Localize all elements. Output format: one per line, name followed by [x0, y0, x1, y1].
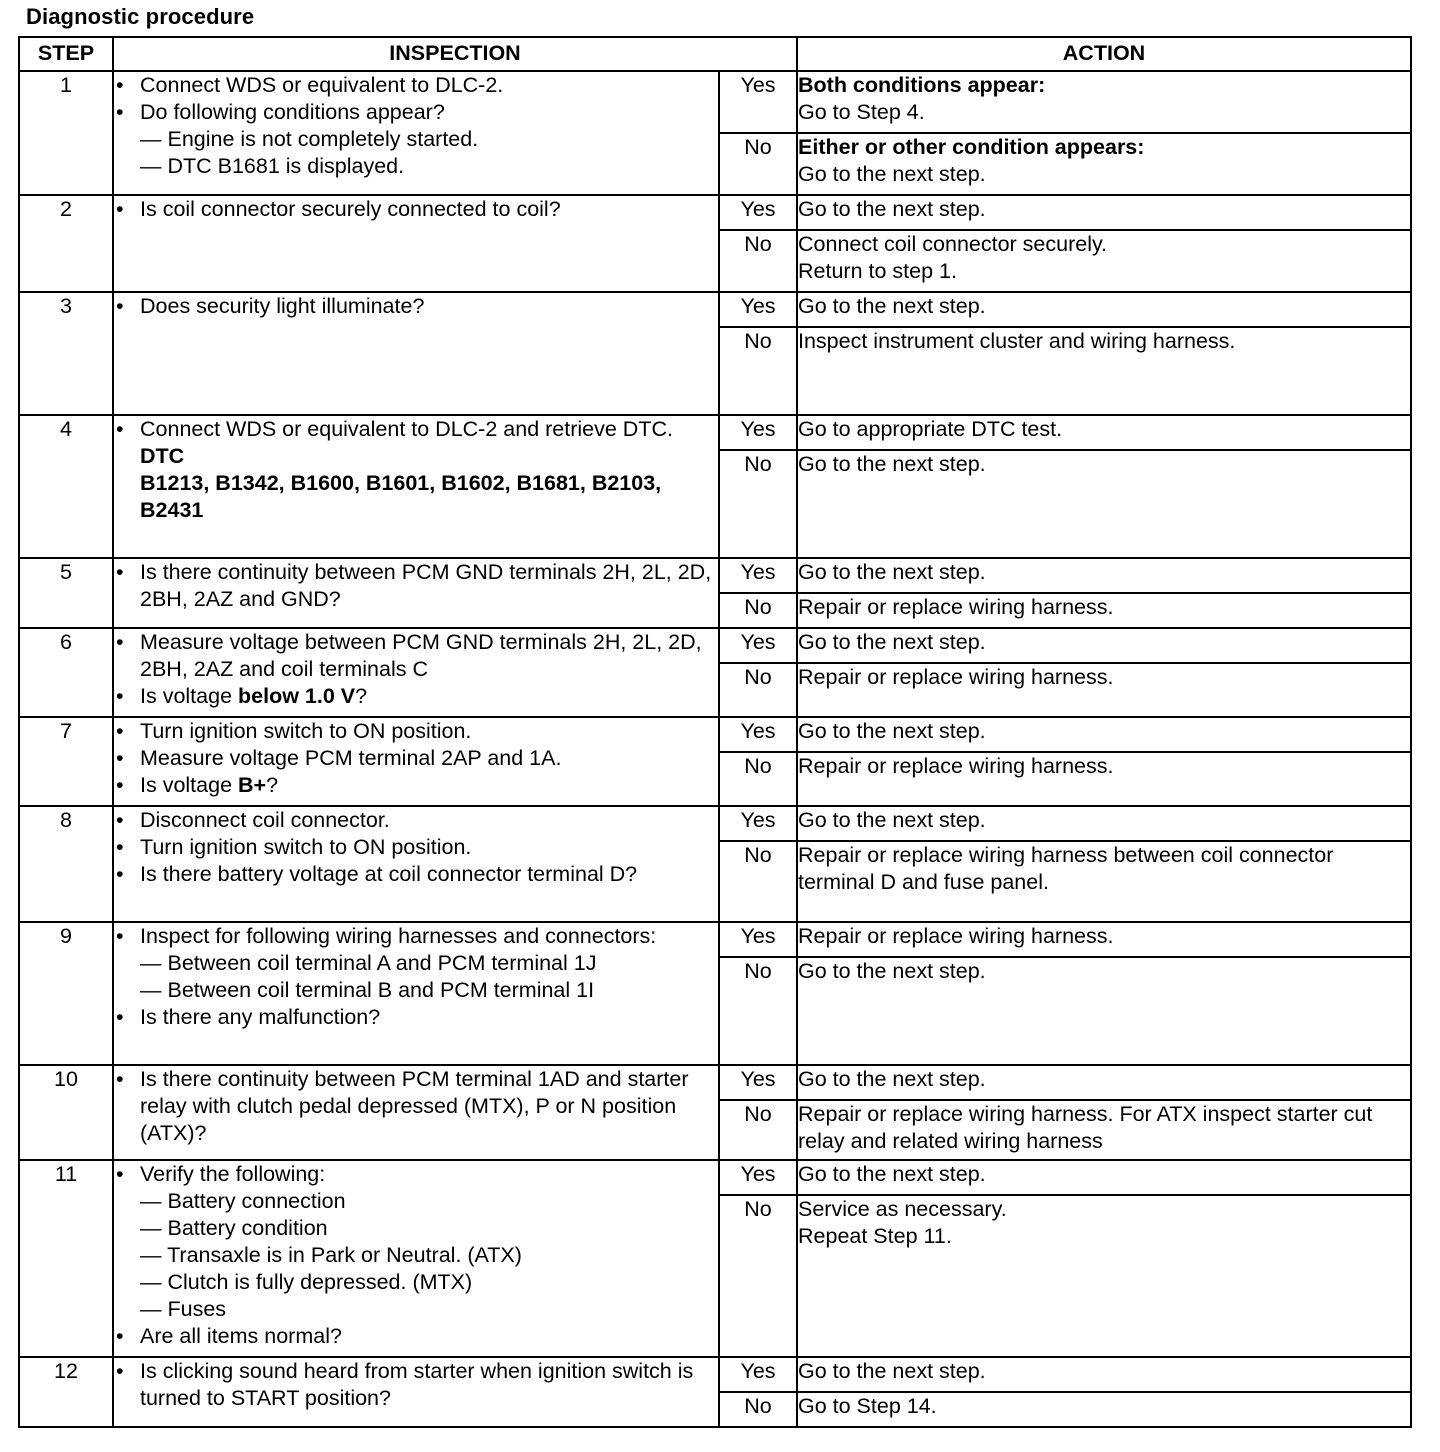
header-row	[19, 37, 1411, 71]
inspection-item	[114, 1004, 718, 1031]
inspection-suffix: ?	[266, 773, 279, 797]
inspection-subitem: — Battery condition	[140, 1216, 328, 1240]
action-text: Go to the next step.	[798, 1067, 986, 1091]
action-text: Go to the next step.	[798, 808, 986, 832]
inspection-subitem: — Between coil terminal A and PCM terminal 1J	[140, 951, 597, 975]
inspection-cell	[113, 292, 719, 415]
table-row	[19, 1065, 1411, 1100]
yes-label: Yes	[719, 195, 797, 230]
inspection-item	[114, 559, 718, 613]
action-text: Repair or replace wiring harness.	[798, 665, 1114, 689]
action-text: Go to the next step.	[798, 452, 986, 476]
yes-action	[797, 922, 1411, 957]
inspection-suffix: ?	[355, 684, 368, 708]
inspection-text: Is voltage	[140, 773, 238, 797]
action-text: Repeat Step 11.	[798, 1224, 952, 1248]
action-text: Go to the next step.	[798, 1359, 986, 1383]
no-label: No	[719, 957, 797, 1065]
inspection-text: Measure voltage PCM terminal 2AP and 1A.	[140, 746, 562, 770]
step-number: 12	[19, 1357, 113, 1427]
inspection-text: Connect WDS or equivalent to DLC-2 and retrieve DTC.	[140, 417, 673, 441]
table-row	[19, 71, 1411, 133]
inspection-text: Turn ignition switch to ON position.	[140, 835, 472, 859]
inspection-text: Is there battery voltage at coil connector terminal D?	[140, 862, 638, 886]
inspection-cell	[113, 1357, 719, 1427]
bullet-icon: •	[116, 862, 124, 886]
inspection-cell	[113, 628, 719, 717]
inspection-text: Is clicking sound heard from starter when ignition switch is turned to START position?	[140, 1359, 694, 1410]
inspection-cell	[113, 1065, 719, 1160]
inspection-text: Is voltage	[140, 684, 238, 708]
action-text: Service as necessary.	[798, 1197, 1007, 1221]
no-label: No	[719, 752, 797, 806]
inspection-item	[114, 745, 718, 772]
yes-label: Yes	[719, 922, 797, 957]
bullet-icon: •	[116, 808, 124, 832]
action-text: Go to the next step.	[798, 1162, 986, 1186]
step-number: 3	[19, 292, 113, 415]
action-text: Repair or replace wiring harness.	[798, 595, 1114, 619]
table-row	[19, 292, 1411, 327]
bullet-icon: •	[116, 1324, 124, 1348]
yes-action	[797, 628, 1411, 663]
step-number: 10	[19, 1065, 113, 1160]
yes-action	[797, 292, 1411, 327]
yes-label: Yes	[719, 628, 797, 663]
action-text: Go to appropriate DTC test.	[798, 417, 1063, 441]
no-action	[797, 1100, 1411, 1160]
bullet-icon: •	[116, 924, 124, 948]
step-number: 11	[19, 1160, 113, 1357]
inspection-bold-text: B+	[238, 773, 267, 797]
yes-action	[797, 806, 1411, 841]
yes-action	[797, 71, 1411, 133]
inspection-subitem: — Between coil terminal B and PCM terminal 1I	[140, 978, 595, 1002]
inspection-cell	[113, 415, 719, 558]
inspection-text: Are all items normal?	[140, 1324, 342, 1348]
bullet-icon: •	[116, 630, 124, 654]
inspection-item	[114, 834, 718, 861]
inspection-cell	[113, 806, 719, 922]
action-text: Go to the next step.	[798, 630, 986, 654]
action-text: Go to Step 14.	[798, 1394, 937, 1418]
inspection-item	[114, 1161, 718, 1188]
bullet-icon: •	[116, 197, 124, 221]
action-text: Return to step 1.	[798, 259, 957, 283]
inspection-text: Is there continuity between PCM GND terminals 2H, 2L, 2D, 2BH, 2AZ and GND?	[140, 560, 712, 611]
no-label: No	[719, 663, 797, 717]
bullet-icon: •	[116, 73, 124, 97]
inspection-text: Do following conditions appear?	[140, 100, 445, 124]
bullet-icon: •	[116, 417, 124, 441]
inspection-item	[114, 923, 718, 950]
no-action	[797, 450, 1411, 558]
table-row	[19, 558, 1411, 593]
inspection-subitem: — Clutch is fully depressed. (MTX)	[140, 1270, 473, 1294]
yes-action	[797, 1065, 1411, 1100]
action-text: Go to the next step.	[798, 959, 986, 983]
inspection-text: Is there any malfunction?	[140, 1005, 381, 1029]
no-label: No	[719, 450, 797, 558]
action-text: Repair or replace wiring harness.	[798, 924, 1114, 948]
inspection-text: Connect WDS or equivalent to DLC-2.	[140, 73, 504, 97]
inspection-subitem: — DTC B1681 is displayed.	[140, 154, 405, 178]
inspection-text: Measure voltage between PCM GND terminals 2H, 2L, 2D, 2BH, 2AZ and coil terminals C	[140, 630, 702, 681]
inspection-text: Is there continuity between PCM terminal 1AD and starter relay with clutch pedal depressed (MTX), P or N position (ATX)?	[140, 1067, 689, 1145]
yes-action	[797, 415, 1411, 450]
yes-action	[797, 195, 1411, 230]
inspection-item	[114, 293, 718, 320]
no-label: No	[719, 841, 797, 922]
table-body	[19, 71, 1411, 1427]
inspection-item	[114, 718, 718, 745]
no-action	[797, 957, 1411, 1065]
bullet-icon: •	[116, 1359, 124, 1383]
inspection-subitem: — Battery connection	[140, 1189, 346, 1213]
action-text: Connect coil connector securely.	[798, 232, 1108, 256]
step-number: 4	[19, 415, 113, 558]
inspection-item	[114, 683, 718, 710]
yes-action	[797, 1160, 1411, 1195]
bullet-icon: •	[116, 1005, 124, 1029]
table-row	[19, 1357, 1411, 1392]
yes-action	[797, 558, 1411, 593]
yes-label: Yes	[719, 1357, 797, 1392]
inspection-cell	[113, 71, 719, 195]
bullet-icon: •	[116, 719, 124, 743]
step-header: STEP	[19, 37, 113, 71]
step-number: 5	[19, 558, 113, 628]
inspection-header: INSPECTION	[113, 37, 797, 71]
inspection-bold-text: below 1.0 V	[238, 684, 356, 708]
no-label: No	[719, 1100, 797, 1160]
action-text: Both conditions appear:	[798, 73, 1046, 97]
inspection-subitem: — Transaxle is in Park or Neutral. (ATX)	[140, 1243, 522, 1267]
diagnostic-table	[18, 36, 1412, 1428]
no-label: No	[719, 327, 797, 415]
bullet-icon: •	[116, 1067, 124, 1091]
inspection-text: Disconnect coil connector.	[140, 808, 390, 832]
action-text: Go to the next step.	[798, 719, 986, 743]
inspection-cell	[113, 195, 719, 292]
step-number: 7	[19, 717, 113, 806]
action-text: Go to the next step.	[798, 560, 986, 584]
action-text: Go to the next step.	[798, 162, 986, 186]
no-label: No	[719, 230, 797, 292]
action-text: Inspect instrument cluster and wiring harness.	[798, 329, 1236, 353]
step-number: 6	[19, 628, 113, 717]
inspection-cell	[113, 558, 719, 628]
table-row	[19, 922, 1411, 957]
no-label: No	[719, 133, 797, 195]
step-number: 9	[19, 922, 113, 1065]
inspection-item	[114, 629, 718, 683]
inspection-item	[114, 196, 718, 223]
bullet-icon: •	[116, 835, 124, 859]
inspection-subitem: — Fuses	[140, 1297, 227, 1321]
inspection-text: Is coil connector securely connected to coil?	[140, 197, 561, 221]
step-number: 8	[19, 806, 113, 922]
inspection-item	[114, 1358, 718, 1412]
bullet-icon: •	[116, 100, 124, 124]
table-row	[19, 628, 1411, 663]
yes-label: Yes	[719, 415, 797, 450]
no-action	[797, 752, 1411, 806]
page-title: Diagnostic procedure	[26, 4, 255, 29]
action-text: Go to the next step.	[798, 294, 986, 318]
yes-label: Yes	[719, 1065, 797, 1100]
inspection-cell	[113, 717, 719, 806]
no-action	[797, 663, 1411, 717]
inspection-cell	[113, 1160, 719, 1357]
inspection-item	[114, 861, 718, 888]
table-row	[19, 1160, 1411, 1195]
yes-action	[797, 1357, 1411, 1392]
yes-label: Yes	[719, 558, 797, 593]
bullet-icon: •	[116, 773, 124, 797]
bullet-icon: •	[116, 560, 124, 584]
action-text: Repair or replace wiring harness between coil connector terminal D and fuse panel.	[798, 843, 1334, 894]
no-action	[797, 593, 1411, 628]
inspection-item	[114, 807, 718, 834]
inspection-subitem: — Engine is not completely started.	[140, 127, 479, 151]
action-text: Either or other condition appears:	[798, 135, 1145, 159]
yes-label: Yes	[719, 806, 797, 841]
no-action	[797, 1195, 1411, 1357]
no-action	[797, 327, 1411, 415]
inspection-item	[114, 72, 718, 99]
table-row	[19, 195, 1411, 230]
step-number: 2	[19, 195, 113, 292]
table-row	[19, 717, 1411, 752]
yes-action	[797, 717, 1411, 752]
no-action	[797, 841, 1411, 922]
no-label: No	[719, 1195, 797, 1357]
action-text: Repair or replace wiring harness. For ATX inspect starter cut relay and related wiring harness	[798, 1102, 1373, 1153]
action-text: Go to Step 4.	[798, 100, 925, 124]
inspection-text: Does security light illuminate?	[140, 294, 425, 318]
inspection-item	[114, 99, 718, 126]
action-header: ACTION	[797, 37, 1411, 71]
inspection-item	[114, 416, 718, 443]
bullet-icon: •	[116, 746, 124, 770]
yes-label: Yes	[719, 1160, 797, 1195]
table-row	[19, 806, 1411, 841]
bullet-icon: •	[116, 294, 124, 318]
inspection-text: Verify the following:	[140, 1162, 326, 1186]
inspection-item	[114, 772, 718, 799]
bullet-icon: •	[116, 684, 124, 708]
inspection-item	[114, 1323, 718, 1350]
yes-label: Yes	[719, 717, 797, 752]
step-number: 1	[19, 71, 113, 195]
no-action	[797, 230, 1411, 292]
no-action	[797, 1392, 1411, 1427]
action-text: Repair or replace wiring harness.	[798, 754, 1114, 778]
table-row	[19, 415, 1411, 450]
inspection-item	[114, 1066, 718, 1147]
no-label: No	[719, 593, 797, 628]
no-label: No	[719, 1392, 797, 1427]
yes-label: Yes	[719, 71, 797, 133]
inspection-cell	[113, 922, 719, 1065]
action-text: Go to the next step.	[798, 197, 986, 221]
no-action	[797, 133, 1411, 195]
inspection-text: Turn ignition switch to ON position.	[140, 719, 472, 743]
bullet-icon: •	[116, 1162, 124, 1186]
dtc-list: B1213, B1342, B1600, B1601, B1602, B1681, B2103, B2431	[140, 471, 662, 522]
inspection-text: Inspect for following wiring harnesses and connectors:	[140, 924, 657, 948]
dtc-list: DTC	[140, 444, 185, 468]
yes-label: Yes	[719, 292, 797, 327]
